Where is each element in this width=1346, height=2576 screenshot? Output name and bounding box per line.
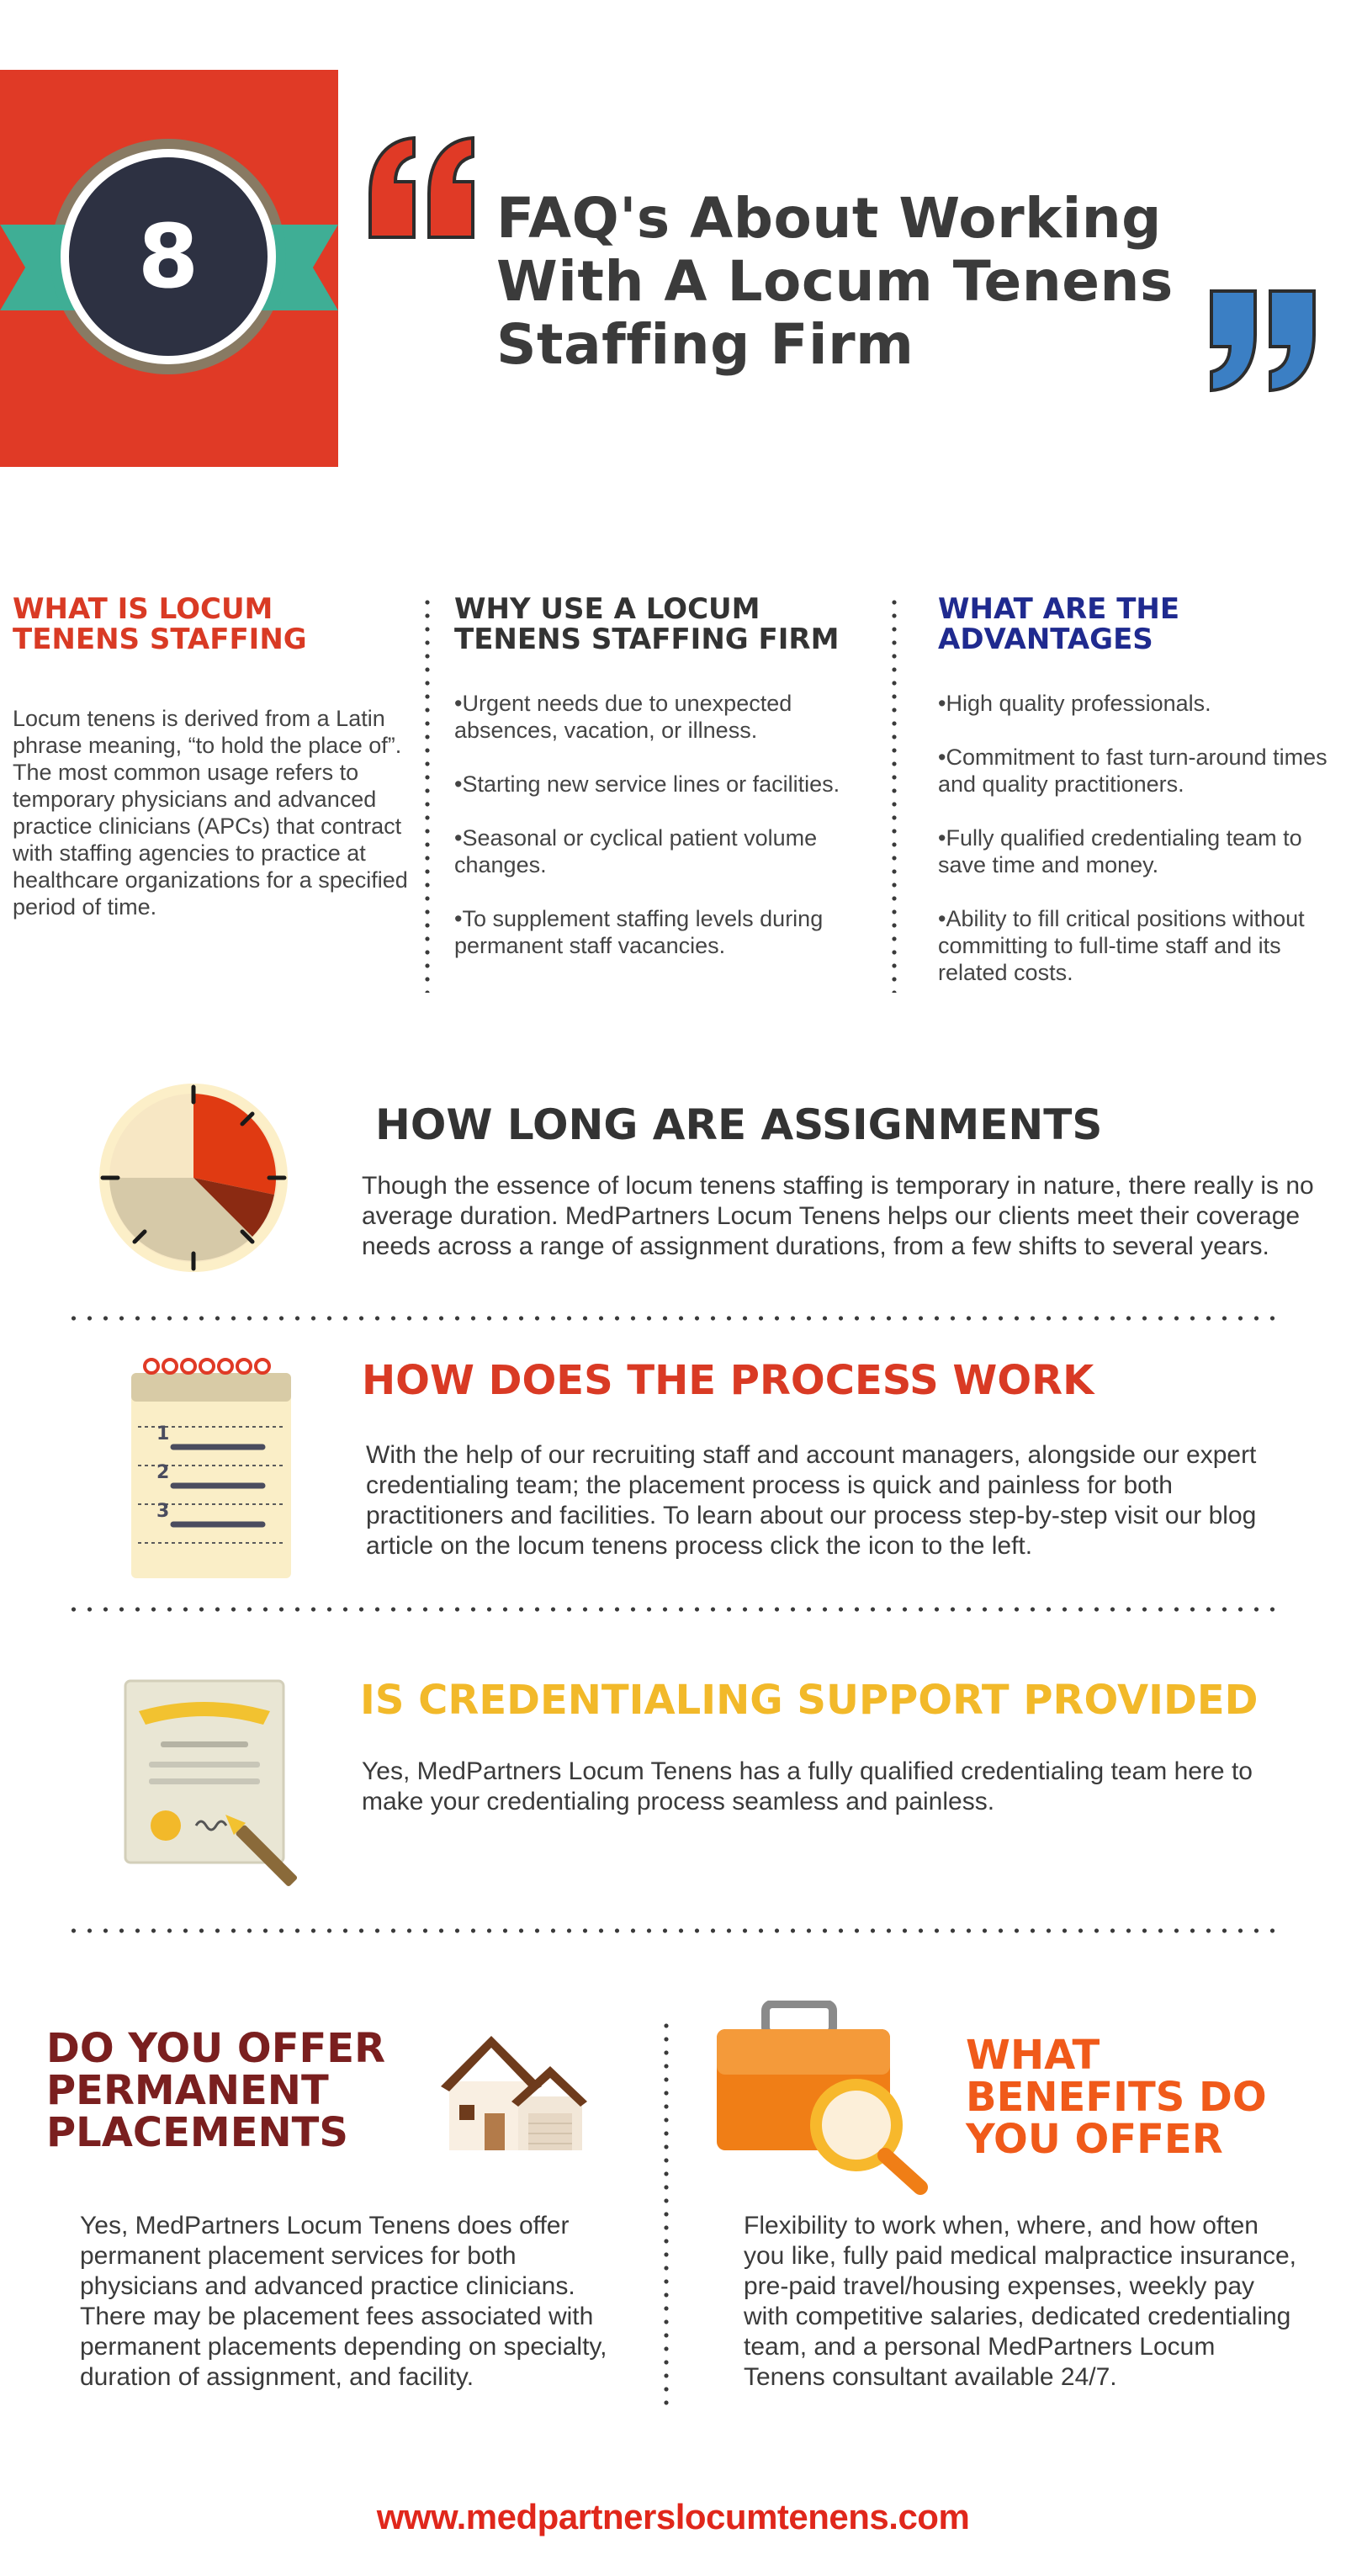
bottom-text: Flexibility to work when, where, and how often you like, fully paid medical malpractice insurance, pre-paid travel/housing expenses, weekly pay with competitive salaries, dedicated credentialing team, and a personal MedPartners Locum Tenens consultant available 24/7. (744, 2212, 1296, 2391)
column-divider (892, 596, 897, 993)
step-number: 3 (156, 1501, 170, 1522)
section-text: Though the essence of locum tenens staffing is temporary in nature, there really is no average duration. MedPartners Locum Tenens helps our clients meet their coverage needs across a range of assignment durations, from a few shifts to several years. (362, 1172, 1314, 1260)
column-heading (938, 594, 1342, 655)
column-what-is (13, 594, 416, 947)
certificate-icon (122, 1678, 309, 1898)
bottom-heading (966, 2032, 1267, 2163)
column-paragraph: •Starting new service lines or facilities. (454, 771, 840, 797)
title-line: Staffing Firm (496, 312, 914, 377)
column-text (454, 690, 866, 959)
column-advantages (938, 594, 1342, 1013)
column-paragraph: •Commitment to fast turn-around times and quality practitioners. (938, 745, 1327, 797)
open-quote-icon (363, 133, 481, 242)
column-text (938, 690, 1342, 986)
column-paragraph: •To supplement staffing levels during permanent staff vacancies. (454, 906, 824, 958)
column-paragraph: •Ability to fill critical positions without committing to full-time staff and its related costs. (938, 906, 1305, 985)
step-number: 1 (156, 1423, 170, 1444)
section-heading: HOW LONG ARE ASSIGNMENTS (375, 1100, 1103, 1149)
section-heading: HOW DOES THE PROCESS WORK (362, 1357, 1094, 1404)
section-heading: IS CREDENTIALING SUPPORT PROVIDED (360, 1677, 1259, 1724)
bottom-text: Yes, MedPartners Locum Tenens does offer permanent placement services for both physicians and advanced practice clinicians. There may be placement fees associated with permanent placements depending on specialty, duration of assignment, and facility. (80, 2212, 607, 2391)
column-heading-line: WHY USE A LOCUM (454, 592, 760, 626)
notepad-icon (126, 1354, 296, 1583)
close-quote-icon (1205, 286, 1322, 395)
bottom-heading-line: PLACEMENTS (46, 2109, 348, 2156)
section-divider (66, 1928, 1285, 1933)
column-paragraph: •Seasonal or cyclical patient volume changes. (454, 825, 818, 877)
column-heading-line: WHAT ARE THE (938, 592, 1180, 626)
column-heading-line: ADVANTAGES (938, 623, 1153, 656)
column-heading-line: TENENS STAFFING FIRM (454, 623, 840, 656)
column-paragraph: Locum tenens is derived from a Latin phrase meaning, “to hold the place of”. The most common usage refers to temporary physicians and advanced practice clinicians (APCs) that contract with staffing agencies to practice at healthcare organizations for a specified period of time. (13, 706, 408, 920)
column-why-use (454, 594, 866, 986)
bottom-heading-line: PERMANENT (46, 2067, 329, 2114)
website-link[interactable]: www.medpartnerslocumtenens.com (376, 2497, 970, 2536)
title-line: FAQ's About Working (496, 186, 1162, 251)
bottom-heading-line: BENEFITS DO (966, 2074, 1267, 2121)
title-line: With A Locum Tenens (496, 249, 1174, 314)
column-heading (13, 594, 416, 655)
column-paragraph: •High quality professionals. (938, 691, 1211, 716)
column-divider (664, 2019, 669, 2406)
section-text: With the help of our recruiting staff and account managers, alongside our expert credentialing team; the placement process is quick and painless for both practitioners and facilities. To learn about our process step-by-step visit our blog article on the locum tenens process click the icon to the left. (366, 1441, 1257, 1560)
column-heading-line: WHAT IS LOCUM (13, 592, 273, 626)
bottom-heading-line: DO YOU OFFER (46, 2025, 386, 2072)
briefcase-search-icon (713, 2001, 934, 2196)
section-divider (66, 1607, 1285, 1612)
column-divider (425, 596, 430, 993)
house-icon (437, 2027, 589, 2154)
column-text (13, 705, 416, 920)
column-paragraph: •Urgent needs due to unexpected absences, vacation, or illness. (454, 691, 792, 743)
step-number: 2 (156, 1462, 170, 1483)
column-heading-line: TENENS STAFFING (13, 623, 307, 656)
page-title (496, 187, 1220, 376)
bottom-heading (46, 2027, 385, 2154)
badge-number: 8 (137, 205, 199, 308)
column-paragraph: •Fully qualified credentialing team to save time and money. (938, 825, 1302, 877)
section-text: Yes, MedPartners Locum Tenens has a fully qualified credentialing team here to make your credentialing process seamless and painless. (362, 1757, 1253, 1815)
column-heading (454, 594, 866, 655)
bottom-heading-line: WHAT (966, 2032, 1100, 2079)
section-divider (66, 1316, 1285, 1321)
bottom-heading-line: YOU OFFER (966, 2116, 1223, 2163)
clock-icon (93, 1077, 294, 1279)
